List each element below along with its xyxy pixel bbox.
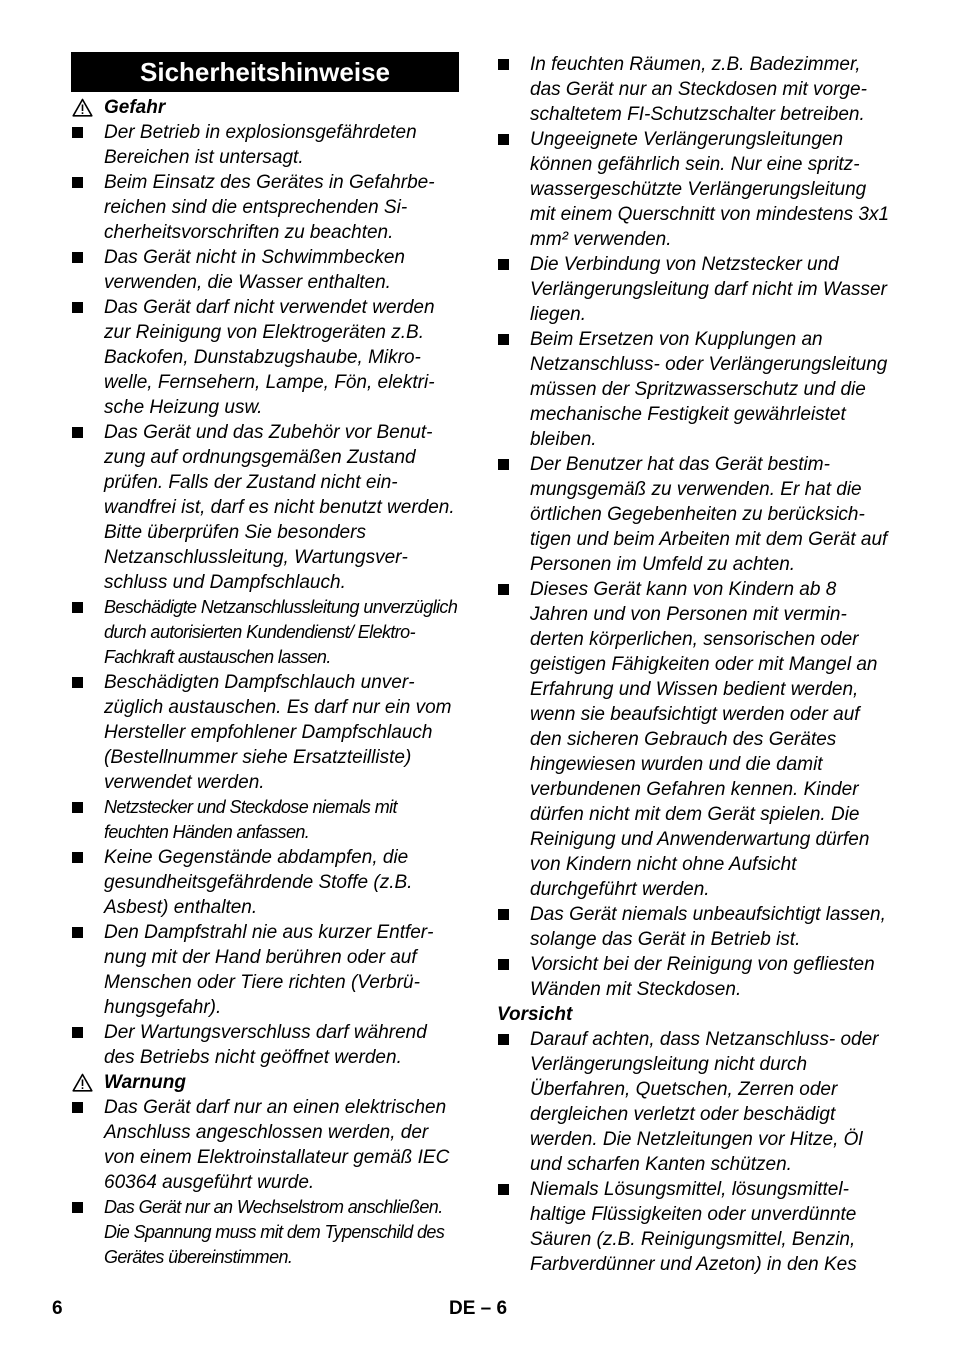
warning-triangle-icon <box>72 98 94 118</box>
bullet-icon <box>72 1102 83 1113</box>
list-item: Darauf achten, dass Netzanschluss- oder Verlängerungsleitung nicht durch Überfahren, Quetschen, Zerren oder dergleichen verletzt oder beschädigt werden. Die Netzleitungen vor Hitze, Öl und scharfen Kanten schützen. <box>497 1027 892 1177</box>
bullet-icon <box>72 127 83 138</box>
list-item: Der Betrieb in explosionsgefährdeten Bereichen ist untersagt. <box>71 120 459 170</box>
list-item: Vorsicht bei der Reinigung von gefliesten Wänden mit Steckdosen. <box>497 952 892 1002</box>
bullet-icon <box>498 459 509 470</box>
list-item: Beim Ersetzen von Kupplungen an Netzanschluss- oder Verlängerungsleitung müssen der Spritzwasserschutz und die mechanische Festigkeit gewährleistet bleiben. <box>497 327 892 452</box>
bullet-icon <box>72 1202 83 1213</box>
danger-list <box>71 120 459 1070</box>
list-item: Das Gerät darf nicht verwendet werden zur Reinigung von Elektrogeräten z.B. Backofen, Dunstabzugshaube, Mikrowelle, Fernsehern, Lampe, Fön, elektrische Heizung usw. <box>71 295 459 420</box>
list-item: Dieses Gerät kann von Kindern ab 8 Jahren und von Personen mit verminderten körperlichen, sensorischen oder geistigen Fähigkeiten oder mit Mangel an Erfahrung und Wissen bedient werden, wenn sie beaufsichtigt werden oder auf den sicheren Gebrauch des Gerätes hingewiesen wurden und die damit verbundenen Gefahren kennen. Kinder dürfen nicht mit dem Gerät spielen. Die Reinigung und Anwenderwartung dürfen von Kindern nicht ohne Aufsicht durchgeführt werden. <box>497 577 892 902</box>
warning-triangle-icon <box>72 1073 94 1093</box>
bullet-icon <box>72 252 83 263</box>
bullet-icon <box>72 852 83 863</box>
bullet-icon <box>498 959 509 970</box>
bullet-icon <box>72 427 83 438</box>
caution-list <box>497 1027 892 1277</box>
danger-heading-label: Gefahr <box>104 97 166 118</box>
list-item: Netzstecker und Steckdose niemals mit feuchten Händen anfassen. <box>71 795 459 845</box>
bullet-icon <box>72 177 83 188</box>
list-item: Der Wartungsverschluss darf während des Betriebs nicht geöffnet werden. <box>71 1020 459 1070</box>
bullet-icon <box>72 1027 83 1038</box>
bullet-icon <box>498 584 509 595</box>
bullet-icon <box>498 59 509 70</box>
list-item: Das Gerät niemals unbeaufsichtigt lassen, solange das Gerät in Betrieb ist. <box>497 902 892 952</box>
list-item: Das Gerät darf nur an einen elektrischen Anschluss angeschlossen werden, der von einem Elektroinstallateur gemäß IEC 60364 ausgeführt wurde. <box>71 1095 459 1195</box>
left-column <box>71 52 459 1270</box>
bullet-icon <box>498 909 509 920</box>
list-item: In feuchten Räumen, z.B. Badezimmer, das Gerät nur an Steckdosen mit vorgeschaltetem FI-Schutzschalter betreiben. <box>497 52 892 127</box>
list-item: Der Benutzer hat das Gerät bestimmungsgemäß zu verwenden. Er hat die örtlichen Gegebenheiten zu berücksichtigen und beim Arbeiten mit dem Gerät auf Personen im Umfeld zu achten. <box>497 452 892 577</box>
list-item: Die Verbindung von Netzstecker und Verlängerungsleitung darf nicht im Wasser liegen. <box>497 252 892 327</box>
page-label: DE – 6 <box>449 1298 508 1319</box>
list-item: Ungeeignete Verlängerungsleitungen können gefährlich sein. Nur eine spritzwassergeschützte Verlängerungsleitung mit einem Querschnitt von mindestens 3x1 mm² verwenden. <box>497 127 892 252</box>
bullet-icon <box>498 1034 509 1045</box>
right-column <box>497 52 892 1277</box>
warning-heading <box>71 1070 459 1095</box>
list-item: Das Gerät nicht in Schwimmbecken verwenden, die Wasser enthalten. <box>71 245 459 295</box>
list-item: Den Dampfstrahl nie aus kurzer Entfernung mit der Hand berühren oder auf Menschen oder Tiere richten (Verbrühungsgefahr). <box>71 920 459 1020</box>
bullet-icon <box>498 259 509 270</box>
bullet-icon <box>72 927 83 938</box>
danger-heading <box>71 95 459 120</box>
caution-heading: Vorsicht <box>497 1004 573 1025</box>
page-number: 6 <box>52 1298 63 1319</box>
list-item: Das Gerät nur an Wechselstrom anschließen. Die Spannung muss mit dem Typenschild des Gerätes übereinstimmen. <box>71 1195 459 1270</box>
list-item: Niemals Lösungsmittel, lösungsmittelhaltige Flüssigkeiten oder unverdünnte Säuren (z.B. Reinigungsmittel, Benzin, Farbverdünner und Azeton) in den Kes <box>497 1177 892 1277</box>
list-item: Das Gerät und das Zubehör vor Benutzung auf ordnungsgemäßen Zustand prüfen. Falls der Zustand nicht einwandfrei ist, darf es nicht benutzt werden. Bitte überprüfen Sie besonders Netzanschlussleitung, Wartungsverschluss und Dampfschlauch. <box>71 420 459 595</box>
general-safety-list <box>497 52 892 1002</box>
list-item: Beschädigten Dampfschlauch unverzüglich austauschen. Es darf nur ein vom Hersteller empfohlener Dampfschlauch (Bestellnummer siehe Ersatzteilliste) verwendet werden. <box>71 670 459 795</box>
section-title: Sicherheitshinweise <box>71 52 459 92</box>
bullet-icon <box>72 302 83 313</box>
bullet-icon <box>498 1184 509 1195</box>
warning-heading-label: Warnung <box>104 1072 186 1093</box>
list-item: Beim Einsatz des Gerätes in Gefahrbereichen sind die entsprechenden Sicherheitsvorschriften zu beachten. <box>71 170 459 245</box>
bullet-icon <box>72 602 83 613</box>
bullet-icon <box>498 134 509 145</box>
bullet-icon <box>498 334 509 345</box>
warning-list <box>71 1095 459 1270</box>
bullet-icon <box>72 677 83 688</box>
list-item: Keine Gegenstände abdampfen, die gesundheitsgefährdende Stoffe (z.B. Asbest) enthalten. <box>71 845 459 920</box>
list-item: Beschädigte Netzanschlussleitung unverzüglich durch autorisierten Kundendienst/ Elektro-Fachkraft austauschen lassen. <box>71 595 459 670</box>
bullet-icon <box>72 802 83 813</box>
